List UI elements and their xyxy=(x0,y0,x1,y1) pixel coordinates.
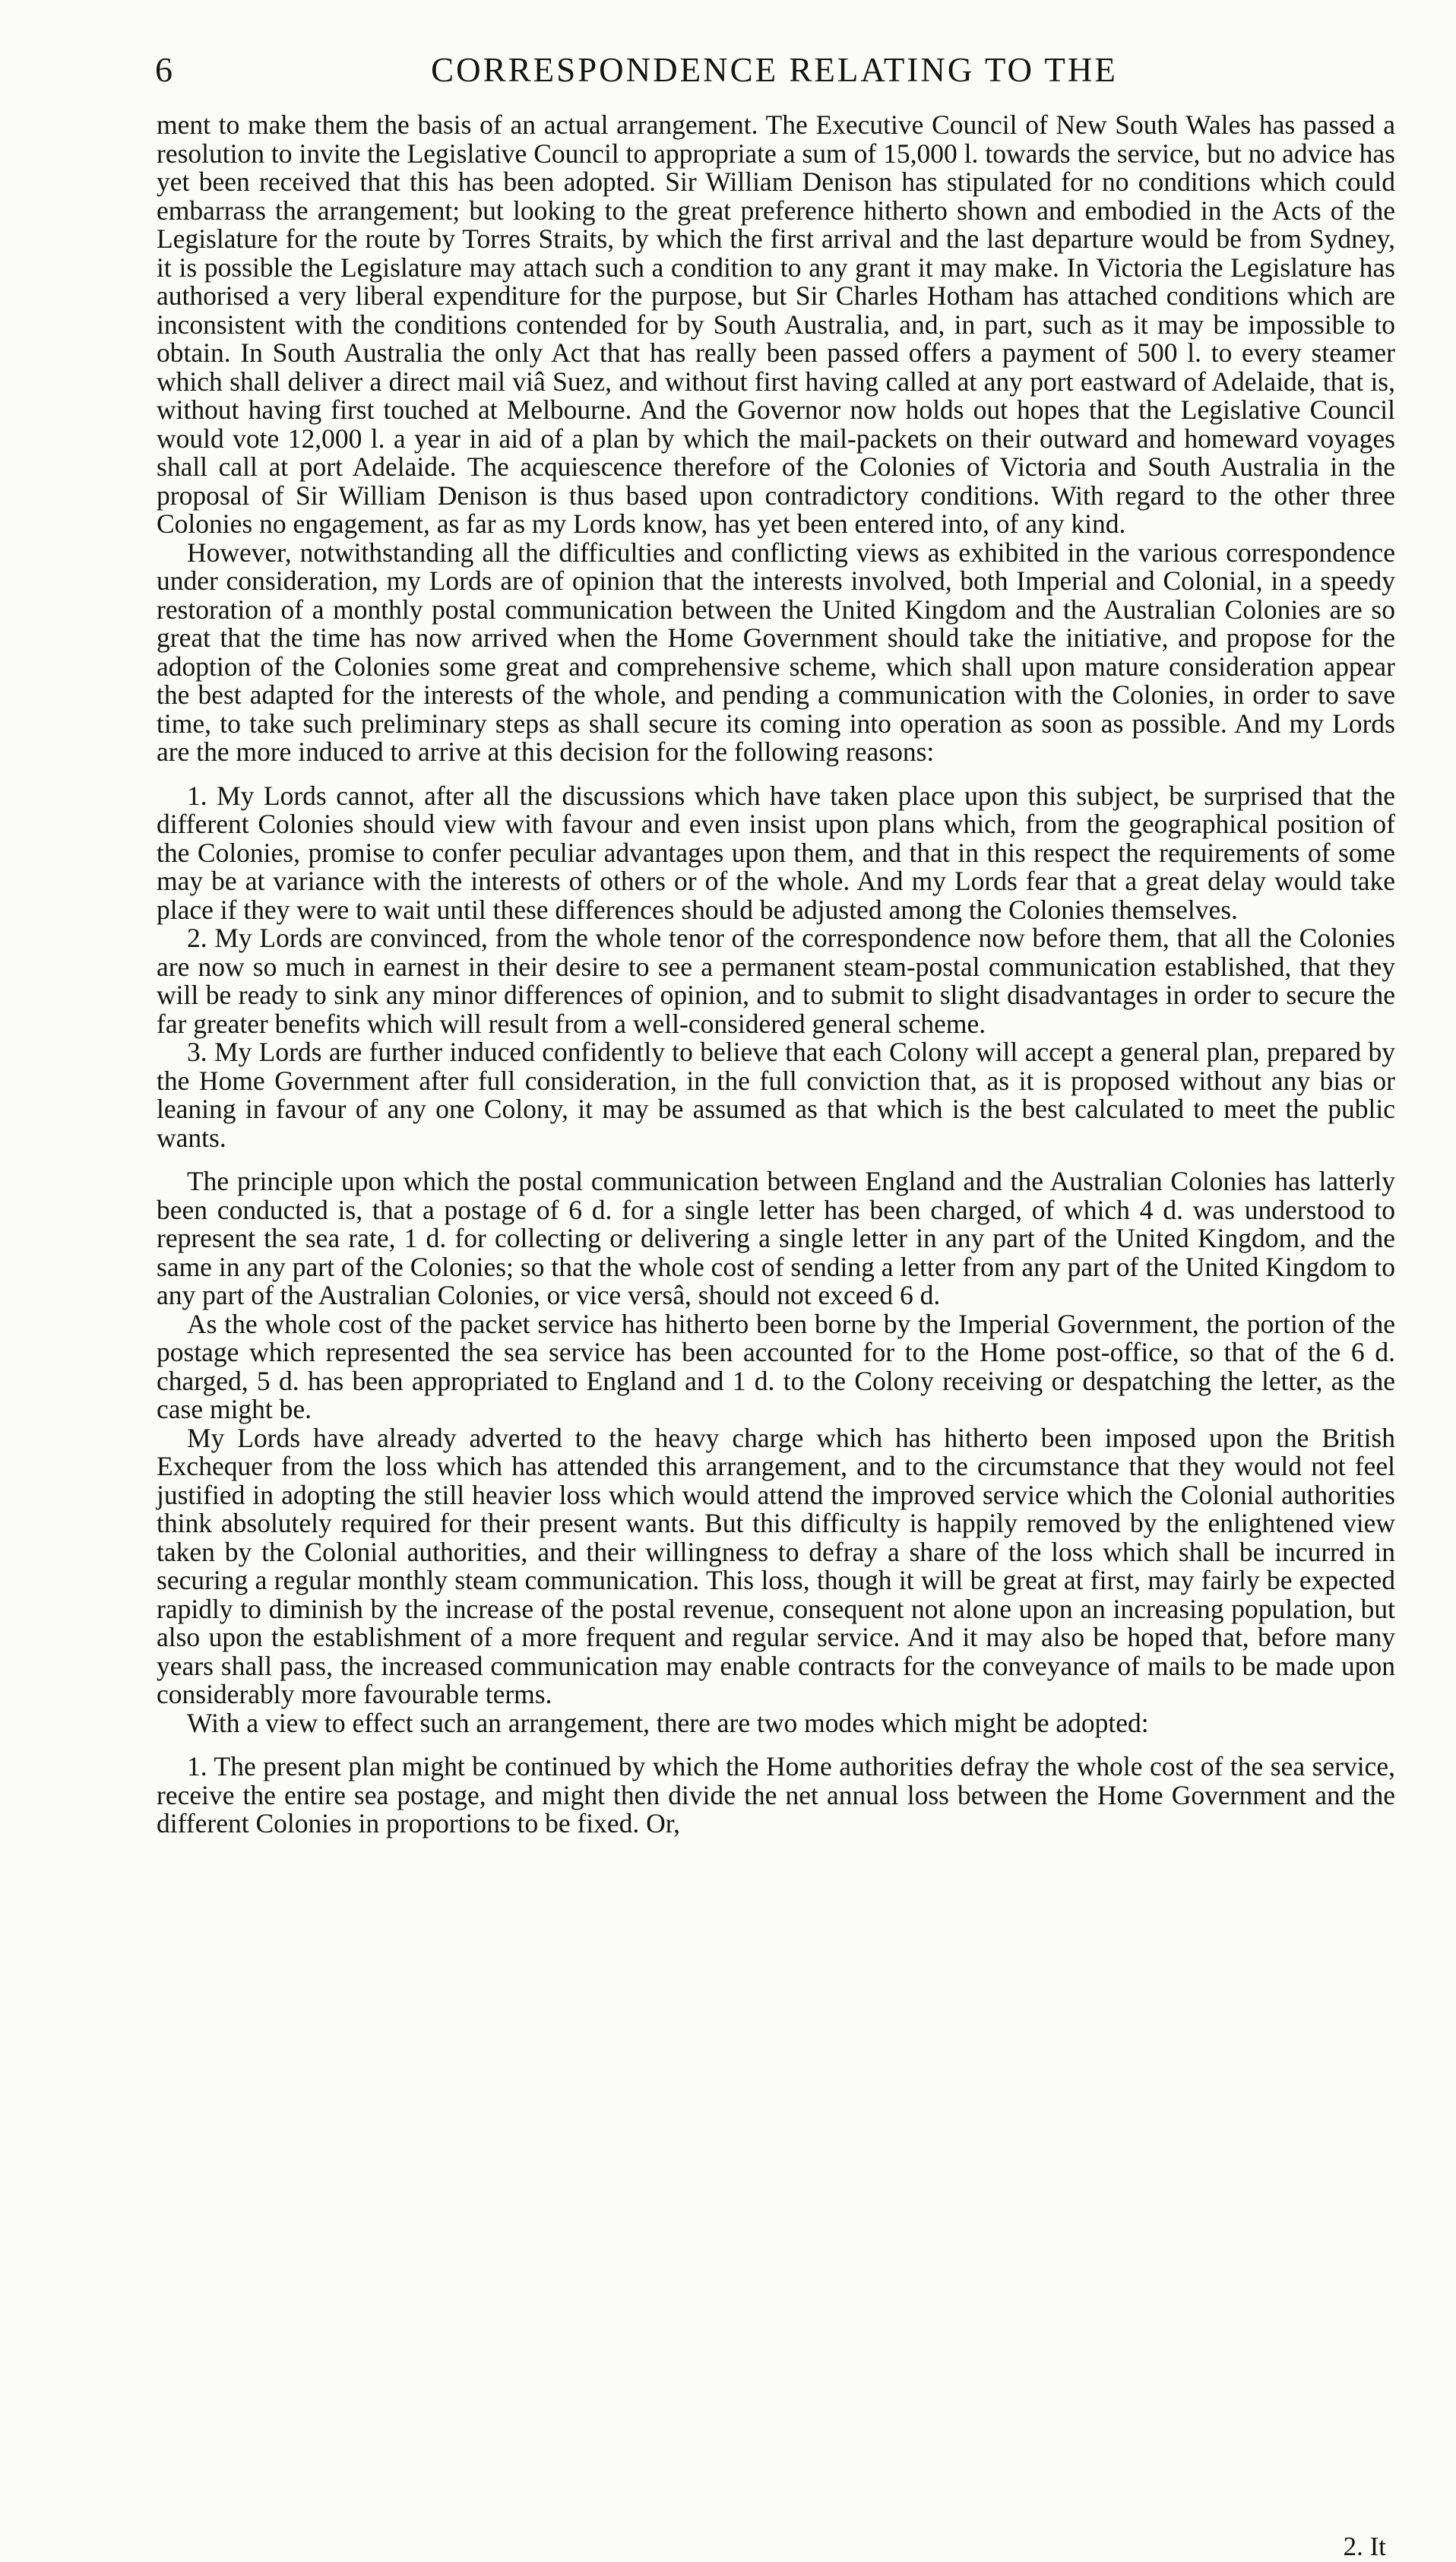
paragraph: As the whole cost of the packet service has hitherto been borne by the Imperial Government, the portion of the postage which represented the sea service has been accounted for to the Home post-office, so that of the 6 d. charged, 5 d. has been appropriated to England and 1 d. to the Colony receiving or despatching the letter, as the case might be. xyxy=(157,1308,1395,1424)
spacer xyxy=(157,1152,1395,1167)
spacer xyxy=(157,767,1395,782)
numbered-reason: 3. My Lords are further induced confidently to believe that each Colony will accept a general plan, prepared by the Home Government after full consideration, in the full conviction that, as it is proposed without any bias or leaning in favour of any one Colony, it may be assumed as that which is the best calculated to meet the public wants. xyxy=(157,1037,1395,1153)
page-number: 6 xyxy=(155,50,173,89)
page-header xyxy=(155,47,1394,93)
spacer xyxy=(157,1737,1395,1753)
body-text xyxy=(157,111,1395,1838)
paragraph: The principle upon which the postal communication between England and the Australian Colonies has latterly been conducted is, that a postage of 6 d. for a single letter has been charged, of which 4 d. was understood to represent the sea rate, 1 d. for collecting or delivering a single letter in any part of the United Kingdom, and the same in any part of the Colonies; so that the whole cost of sending a letter from any part of the United Kingdom to any part of the Australian Colonies, or vice versâ, should not exceed 6 d. xyxy=(157,1166,1395,1310)
paragraph: My Lords have already adverted to the heavy charge which has hitherto been imposed upon the British Exchequer from the loss which has attended this arrangement, and to the circumstance that they would not feel justified in adopting the still heavier loss which would attend the improved service which the Colonial authorities think absolutely required for their present wants. But this difficulty is happily removed by the enlightened view taken by the Colonial authorities, and their willingness to defray a share of the loss which shall be incurred in securing a regular monthly steam communication. This loss, though it will be great at first, may fairly be expected rapidly to diminish by the increase of the postal revenue, consequent not alone upon an increasing population, but also upon the establishment of a more frequent and regular service. And it may also be hoped that, before many years shall pass, the increased communication may enable contracts for the conveyance of mails to be made upon considerably more favourable terms. xyxy=(157,1422,1395,1709)
running-head: CORRESPONDENCE RELATING TO THE xyxy=(431,51,1118,89)
paragraph: With a view to effect such an arrangement, there are two modes which might be adopted: xyxy=(187,1707,1149,1738)
numbered-reason: 2. My Lords are convinced, from the whole tenor of the correspondence now before them, that all the Colonies are now so much in earnest in their desire to see a permanent steam-postal communication established, that they will be ready to sink any minor differences of opinion, and to submit to slight disadvantages in order to secure the far greater benefits which will result from a well-considered general scheme. xyxy=(157,923,1395,1039)
catchword: 2. It xyxy=(1343,2532,1386,2561)
numbered-reason: 1. My Lords cannot, after all the discussions which have taken place upon this subject, be surprised that the different Colonies should view with favour and even insist upon plans which, from the geographical position of the Colonies, promise to confer peculiar advantages upon them, and that in this respect the requirements of some may be at variance with the interests of others or of the whole. And my Lords fear that a great delay would take place if they were to wait until these differences should be adjusted among the Colonies themselves. xyxy=(157,780,1395,925)
paragraph: However, notwithstanding all the difficulties and conflicting views as exhibited in the various correspondence under consideration, my Lords are of opinion that the interests involved, both Imperial and Colonial, in a speedy restoration of a monthly postal communication between the United Kingdom and the Australian Colonies are so great that the time has now arrived when the Home Government should take the initiative, and propose for the adoption of the Colonies some great and comprehensive scheme, which shall upon mature consideration appear the best adapted for the interests of the whole, and pending a communication with the Colonies, in order to save time, to take such preliminary steps as shall secure its coming into operation as soon as possible. And my Lords are the more induced to arrive at this decision for the following reasons: xyxy=(157,537,1395,767)
numbered-mode: 1. The present plan might be continued by which the Home authorities defray the whole cost of the sea service, receive the entire sea postage, and might then divide the net annual loss between the Home Government and the different Colonies in proportions to be fixed. Or, xyxy=(157,1751,1395,1838)
paragraph: ment to make them the basis of an actual arrangement. The Executive Council of New South Wales has passed a resolution to invite the Legislative Council to appropriate a sum of 15,000 l. towards the service, but no advice has yet been received that this has been adopted. Sir William Denison has stipulated for no conditions which could embarrass the arrangement; but looking to the great preference hitherto shown and embodied in the Acts of the Legislature for the route by Torres Straits, by which the first arrival and the last departure would be from Sydney, it is possible the Legislature may attach such a condition to any grant it may make. In Victoria the Legislature has authorised a very liberal expenditure for the purpose, but Sir Charles Hotham has attached conditions which are inconsistent with the conditions contended for by South Australia, and, in part, such as it may be impossible to obtain. In South Australia the only Act that has really been passed offers a payment of 500 l. to every steamer which shall deliver a direct mail viâ Suez, and without first having called at any port eastward of Adelaide, that is, without having first touched at Melbourne. And the Governor now holds out hopes that the Legislative Council would vote 12,000 l. a year in aid of a plan by which the mail-packets on their outward and homeward voyages shall call at port Adelaide. The acquiescence therefore of the Colonies of Victoria and South Australia in the proposal of Sir William Denison is thus based upon contradictory conditions. With regard to the other three Colonies no engagement, as far as my Lords know, has yet been entered into, of any kind. xyxy=(157,109,1395,539)
